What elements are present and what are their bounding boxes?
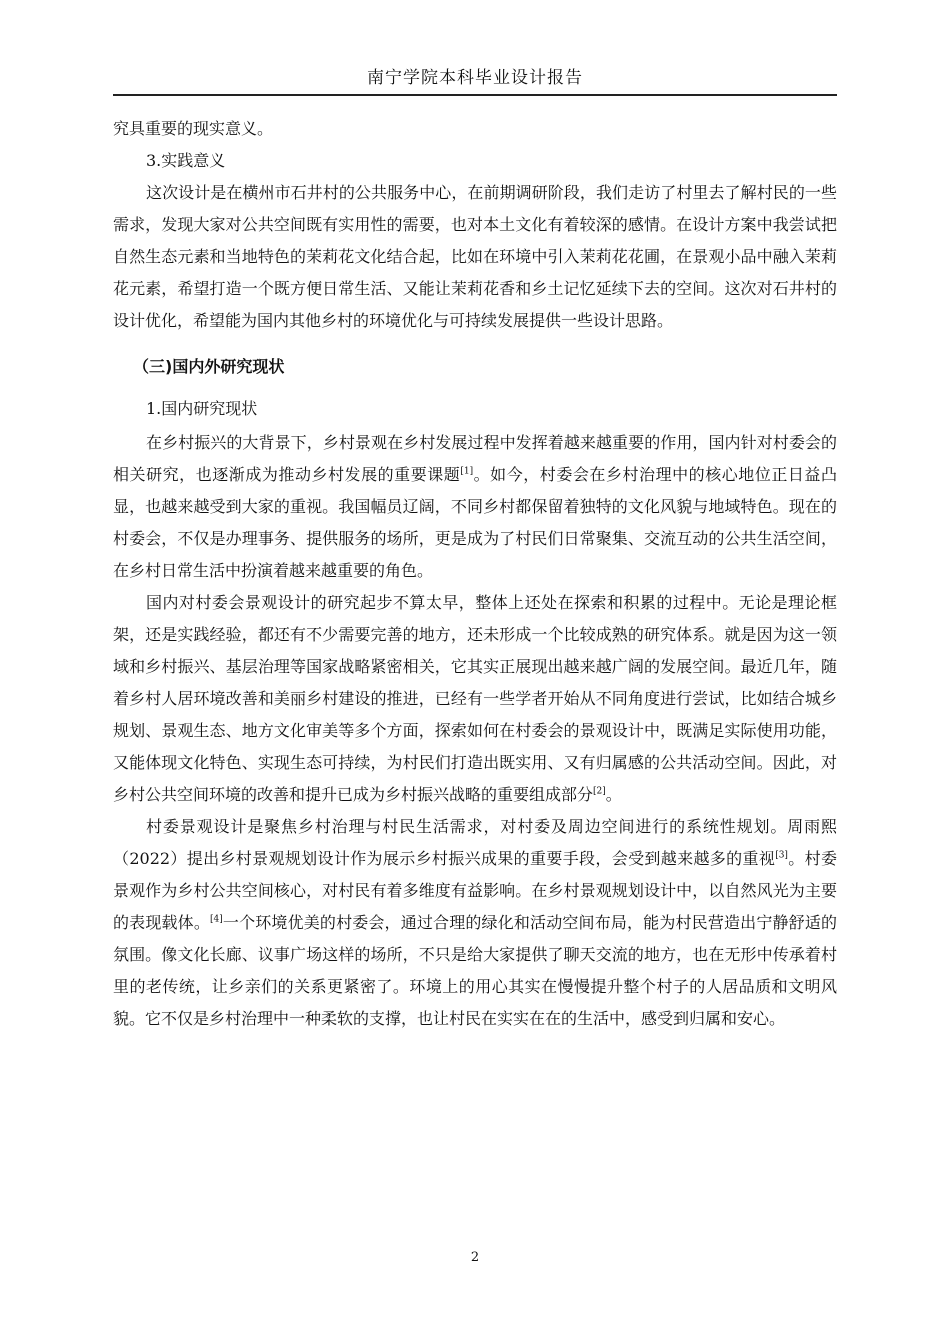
text-span: 。村委景观作为乡村公共空间核心，对村民有着多维度有益影响。在乡村景观规划设计中，以自然风光为主要的表现载体。 <box>113 849 837 932</box>
page-body <box>113 113 837 1035</box>
paragraph-domestic-2 <box>113 587 837 811</box>
text-span: 国内对村委会景观设计的研究起步不算太早，整体上还处在探索和积累的过程中。无论是理论框架，还是实践经验，都还有不少需要完善的地方，还未形成一个比较成熟的研究体系。就是因为这一领域和乡村振兴、基层治理等国家战略紧密相关，它其实正展现出越来越广阔的发展空间。最近几年，随着乡村人居环境改善和美丽乡村建设的推进，已经有一些学者开始从不同角度进行尝试，比如结合城乡规划、景观生态、地方文化审美等多个方面，探索如何在村委会的景观设计中，既满足实际使用功能，又能体现文化特色、实现生态可持续，为村民们打造出既实用、又有归属感的公共活动空间。因此，对乡村公共空间环境的改善和提升已成为乡村振兴战略的重要组成部分 <box>113 593 837 804</box>
page-header <box>113 62 837 96</box>
text-span: 在乡村振兴的大背景下，乡村景观在乡村发展过程中发挥着越来越重要的作用，国内针对村委会的相关研究，也逐渐成为推动乡村发展的重要课题 <box>113 433 837 484</box>
paragraph-domestic-1 <box>113 427 837 587</box>
paragraph-practical-significance: 这次设计是在横州市石井村的公共服务中心，在前期调研阶段，我们走访了村里去了解村民的一些需求，发现大家对公共空间既有实用性的需要，也对本土文化有着较深的感情。在设计方案中我尝试把自然生态元素和当地特色的茉莉花文化结合起，比如在环境中引入茉莉花花圃，在景观小品中融入茉莉花元素，希望打造一个既方便日常生活、又能让茉莉花香和乡土记忆延续下去的空间。这次对石井村的设计优化，希望能为国内其他乡村的环境优化与可持续发展提供一些设计思路。 <box>113 183 837 330</box>
text-span: 。 <box>605 785 622 804</box>
header-title: 南宁学院本科毕业设计报告 <box>367 68 583 88</box>
subsection-title-practical: 3.实践意义 <box>146 151 226 170</box>
citation-ref: [3] <box>775 850 788 861</box>
paragraph-domestic-3 <box>113 811 837 1035</box>
text-span: 村委景观设计是聚焦乡村治理与村民生活需求，对村委及周边空间进行的系统性规划。周雨熙（2022）提出乡村景观规划设计作为展示乡村振兴成果的重要手段，会受到越来越多的重视 <box>113 817 837 868</box>
text-span: 。如今，村委会在乡村治理中的核心地位正日益凸显，也越来越受到大家的重视。我国幅员辽阔，不同乡村都保留着独特的文化风貌与地域特色。现在的村委会，不仅是办理事务、提供服务的场所，更是成为了村民们日常聚集、交流互动的公共生活空间，在乡村日常生活中扮演着越来越重要的角色。 <box>113 465 837 580</box>
section-heading: （三)国内外研究现状 <box>133 357 285 376</box>
citation-ref: [4] <box>210 914 223 925</box>
text-span: 一个环境优美的村委会，通过合理的绿化和活动空间布局，能为村民营造出宁静舒适的氛围。像文化长廊、议事广场这样的场所，不只是给大家提供了聊天交流的地方，也在无形中传承着村里的老传统，让乡亲们的关系更紧密了。环境上的用心其实在慢慢提升整个村子的人居品质和文明风貌。它不仅是乡村治理中一种柔软的支撑，也让村民在实实在在的生活中，感受到归属和安心。 <box>113 913 837 1028</box>
paragraph-continuation: 究具重要的现实意义。 <box>113 119 274 138</box>
citation-ref: [2] <box>593 786 606 797</box>
page-number: 2 <box>470 1250 480 1265</box>
subsection-title-domestic: 1.国内研究现状 <box>146 399 258 418</box>
citation-ref: [1] <box>460 466 474 477</box>
